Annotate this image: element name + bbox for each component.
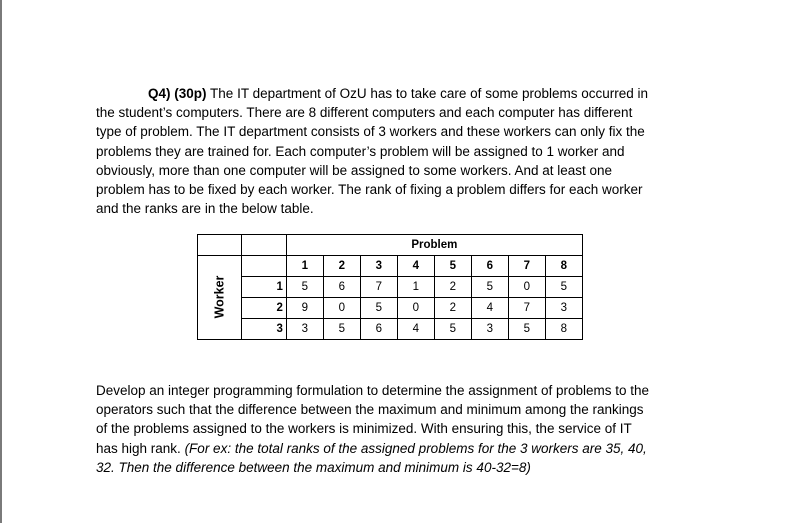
- rank-cell: 2: [434, 298, 471, 319]
- rank-cell: 9: [286, 298, 323, 319]
- rank-table: [197, 234, 583, 340]
- rank-cell: 5: [434, 319, 471, 340]
- problem-number: 2: [323, 256, 360, 277]
- rank-cell: 5: [360, 298, 397, 319]
- question-text: The IT department of OzU has to take care of some problems occurred in: [206, 86, 649, 101]
- question-points: (30p): [174, 86, 207, 101]
- table-row: [198, 298, 583, 319]
- rank-cell: 8: [545, 319, 582, 340]
- rank-cell: 0: [323, 298, 360, 319]
- question-number: Q4): [148, 86, 171, 101]
- question-text: problems they are trained for. Each computer’s problem will be assigned to 1 worker and: [96, 143, 625, 159]
- problem-number-row: [198, 256, 583, 277]
- instructions-text: of the problems assigned to the workers is minimized. With ensuring this, the service of IT: [96, 421, 632, 437]
- question-text: the student’s computers. There are 8 different computers and each computer has different: [96, 105, 633, 121]
- question-text: obviously, more than one computer will be assigned to some workers. And at least one: [96, 162, 613, 178]
- instructions-text: has high rank.: [96, 440, 185, 456]
- problem-header: Problem: [286, 235, 582, 256]
- problem-number: 3: [360, 256, 397, 277]
- table-corner-cell: [198, 235, 242, 256]
- rank-cell: 3: [545, 298, 582, 319]
- worker-number: 3: [241, 319, 286, 340]
- example-text: (For ex: the total ranks of the assigned problems for the 3 workers are 35, 40,: [184, 440, 647, 456]
- rank-cell: 5: [286, 277, 323, 298]
- rank-cell: 5: [508, 319, 545, 340]
- instructions-text: operators such that the difference between the maximum and minimum among the rankings: [96, 402, 644, 418]
- rank-cell: 0: [397, 298, 434, 319]
- problem-number: 5: [434, 256, 471, 277]
- problem-number: 7: [508, 256, 545, 277]
- question-text: and the ranks are in the below table.: [96, 201, 314, 217]
- table-row: [198, 319, 583, 340]
- rank-cell: 6: [360, 319, 397, 340]
- rank-cell: 5: [545, 277, 582, 298]
- instructions-text: Develop an integer programming formulation to determine the assignment of problems to the: [96, 383, 650, 398]
- rank-cell: 5: [323, 319, 360, 340]
- page-edge-rule: [0, 0, 2, 523]
- rank-cell: 3: [471, 319, 508, 340]
- rank-cell: 0: [508, 277, 545, 298]
- instructions-paragraph: [96, 381, 736, 477]
- rank-cell: 4: [471, 298, 508, 319]
- rank-cell: 1: [397, 277, 434, 298]
- problem-number: 6: [471, 256, 508, 277]
- problem-number: 8: [545, 256, 582, 277]
- table-corner-cell: [241, 235, 286, 256]
- question-text: problem has to be fixed by each worker. The rank of fixing a problem differs for each worker: [96, 182, 643, 198]
- rank-cell: 7: [508, 298, 545, 319]
- rank-cell: 7: [360, 277, 397, 298]
- rank-cell: 4: [397, 319, 434, 340]
- table-row: [198, 277, 583, 298]
- problem-number: 1: [286, 256, 323, 277]
- table-blank-cell: [241, 256, 286, 277]
- worker-number: 1: [241, 277, 286, 298]
- question-line-1: [96, 84, 736, 103]
- table-header-row: [198, 235, 583, 256]
- worker-header: Worker: [212, 275, 227, 319]
- worker-header-cell: [198, 256, 242, 340]
- question-paragraph: [96, 84, 736, 218]
- rank-cell: 3: [286, 319, 323, 340]
- example-text: 32. Then the difference between the maximum and minimum is 40-32=8): [96, 459, 531, 475]
- instructions-line-4: [96, 439, 736, 458]
- rank-cell: 5: [471, 277, 508, 298]
- rank-cell: 6: [323, 277, 360, 298]
- question-text: type of problem. The IT department consists of 3 workers and these workers can only fix the: [96, 124, 645, 140]
- problem-number: 4: [397, 256, 434, 277]
- rank-cell: 2: [434, 277, 471, 298]
- worker-number: 2: [241, 298, 286, 319]
